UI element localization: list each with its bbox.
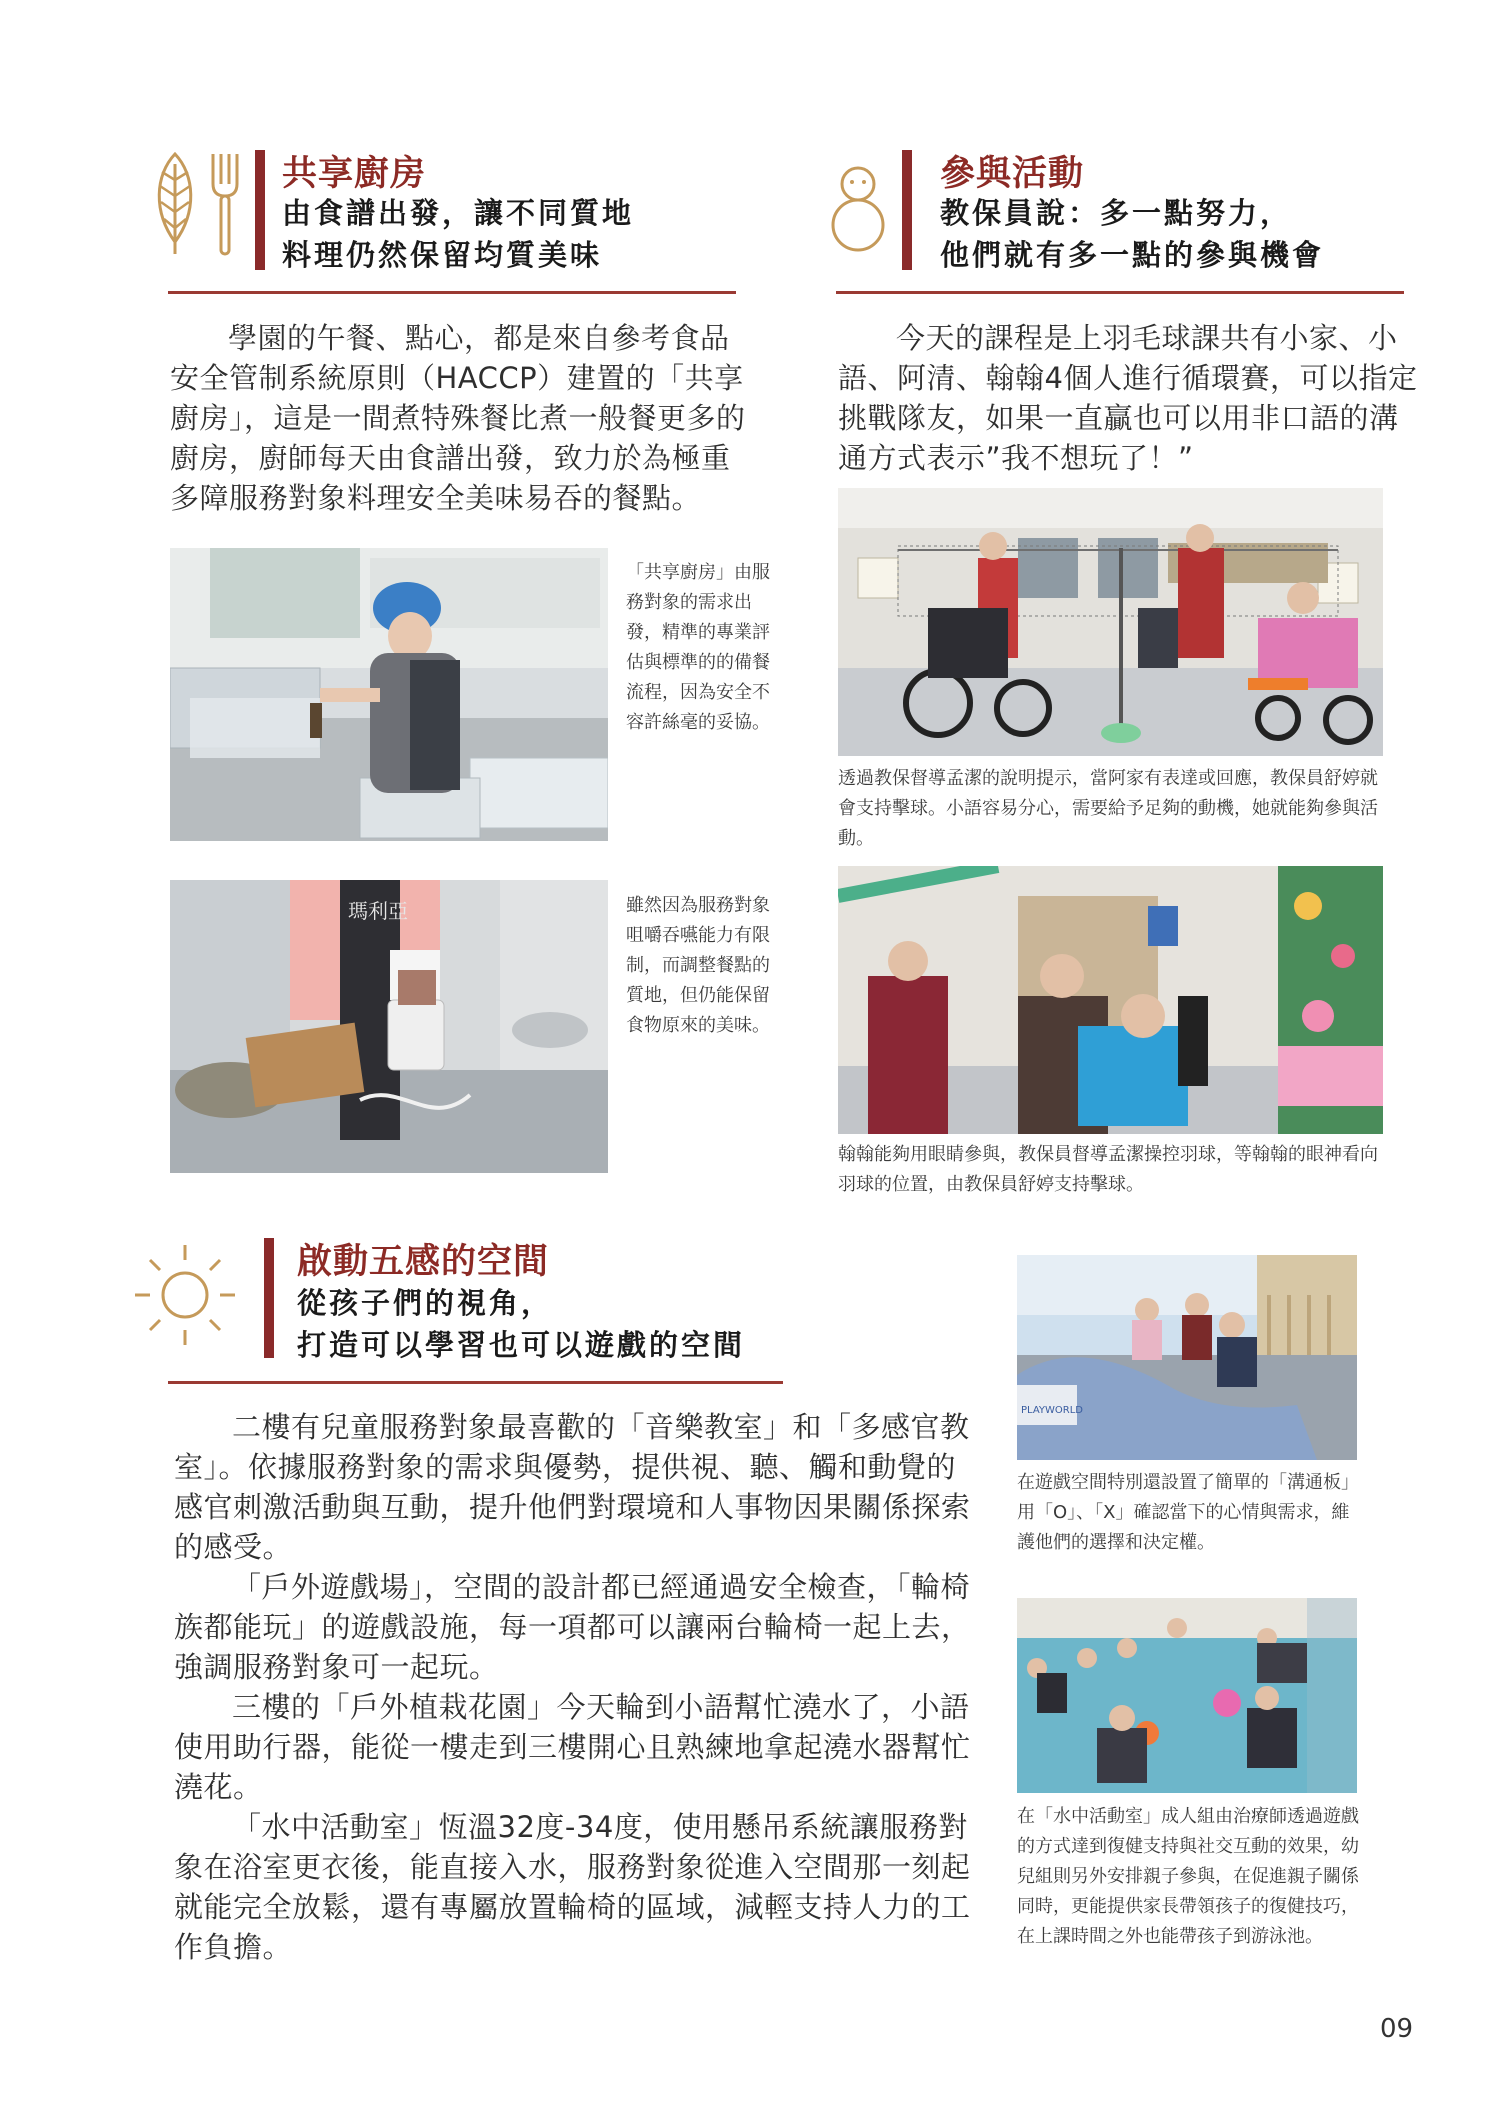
sun-icon <box>130 1240 240 1350</box>
activity-body-paragraph: 今天的課程是上羽毛球課共有小家、小語、阿清、翰翰4個人進行循環賽，可以指定挑戰隊友，如果一直贏也可以用非口語的溝通方式表示”我不想玩了！” <box>838 321 1418 475</box>
senses-photo-1 <box>1017 1255 1357 1460</box>
senses-body <box>174 1407 978 1967</box>
activity-body <box>838 318 1418 478</box>
senses-paragraph-2: 「戶外遊戲場」，空間的設計都已經通過安全檢查，「輪椅族都能玩」的遊戲設施，每一項都可以讓兩台輪椅一起上去，強調服務對象可一起玩。 <box>174 1570 971 1684</box>
kitchen-body-paragraph: 學園的午餐、點心，都是來自參考食品安全管制系統原則（HACCP）建置的「共享廚房」，這是一間煮特殊餐比煮一般餐更多的廚房，廚師每天由食譜出發，致力於為極重多障服務對象料理安全美味易吞的餐點。 <box>170 321 746 515</box>
activity-divider <box>836 291 1404 294</box>
senses-paragraph-3: 三樓的「戶外植栽花園」今天輪到小語幫忙澆水了，小語使用助行器，能從一樓走到三樓開心且熟練地拿起澆水器幫忙澆花。 <box>174 1690 971 1804</box>
apron-logo-text: 瑪利亞 <box>348 899 408 923</box>
page-number: 09 <box>1380 2014 1414 2044</box>
snowman-icon <box>830 162 886 254</box>
fork-icon <box>208 150 242 258</box>
activity-caption-2: 翰翰能夠用眼睛參與，教保員督導孟潔操控羽球，等翰翰的眼神看向羽球的位置，由教保員舒婷支持擊球。 <box>838 1144 1378 1195</box>
section-accent-bar <box>902 150 912 270</box>
activity-subtitle-line2: 他們就有多一點的參與機會 <box>940 238 1325 272</box>
kitchen-title: 共享廚房 <box>282 154 427 194</box>
kitchen-caption-1: 「共享廚房」由服務對象的需求出發，精準的專業評估與標準的的備餐流程，因為安全不容許絲毫的妥協。 <box>626 562 770 733</box>
senses-caption-2: 在「水中活動室」成人組由治療師透過遊戲的方式達到復健支持與社交互動的效果，幼兒組則另外安排親子參與，在促進親子關係同時，更能提供家長帶領孩子的復健技巧，在上課時間之外也能帶孩子到游泳池。 <box>1017 1806 1359 1947</box>
kitchen-subtitle-line1: 由食譜出發，讓不同質地 <box>282 196 635 230</box>
kitchen-photo-2 <box>170 880 608 1173</box>
senses-paragraph-1: 二樓有兒童服務對象最喜歡的「音樂教室」和「多感官教室」。依據服務對象的需求與優勢，提供視、聽、觸和動覺的感官刺激活動與互動，提升他們對環境和人事物因果關係探索的感受。 <box>174 1410 971 1564</box>
activity-title: 參與活動 <box>940 154 1085 194</box>
kitchen-body <box>170 318 748 518</box>
section-accent-bar <box>255 150 265 270</box>
activity-caption-1: 透過教保督導孟潔的說明提示，當阿家有表達或回應，教保員舒婷就會支持擊球。小語容易分心，需要給予足夠的動機，她就能夠參與活動。 <box>838 768 1378 849</box>
kitchen-subtitle-line2: 料理仍然保留均質美味 <box>282 238 603 272</box>
section-accent-bar <box>264 1238 274 1358</box>
activity-photo-1 <box>838 488 1383 756</box>
senses-subtitle-line1: 從孩子們的視角， <box>297 1286 554 1320</box>
kitchen-photo-1 <box>170 548 608 841</box>
kitchen-divider <box>168 291 736 294</box>
kitchen-caption-2: 雖然因為服務對象咀嚼吞嚥能力有限制，而調整餐點的質地，但仍能保留食物原來的美味。 <box>626 895 770 1036</box>
leaf-icon <box>150 150 200 258</box>
senses-title: 啟動五感的空間 <box>297 1242 550 1282</box>
senses-caption-1: 在遊戲空間特別還設置了簡單的「溝通板」用「O」、「X」確認當下的心情與需求，維護他們的選擇和決定權。 <box>1017 1472 1359 1553</box>
senses-divider <box>168 1381 783 1384</box>
playworld-sign-text: PLAYWORLD <box>1021 1405 1083 1416</box>
senses-paragraph-4: 「水中活動室」恆溫32度-34度，使用懸吊系統讓服務對象在浴室更衣後，能直接入水，服務對象從進入空間那一刻起就能完全放鬆，還有專屬放置輪椅的區域，減輕支持人力的工作負擔。 <box>174 1810 971 1964</box>
senses-photo-2 <box>1017 1598 1357 1793</box>
activity-photo-2 <box>838 866 1383 1134</box>
senses-subtitle-line2: 打造可以學習也可以遊戲的空間 <box>297 1328 746 1362</box>
activity-subtitle-line1: 教保員說：多一點努力， <box>940 196 1293 230</box>
